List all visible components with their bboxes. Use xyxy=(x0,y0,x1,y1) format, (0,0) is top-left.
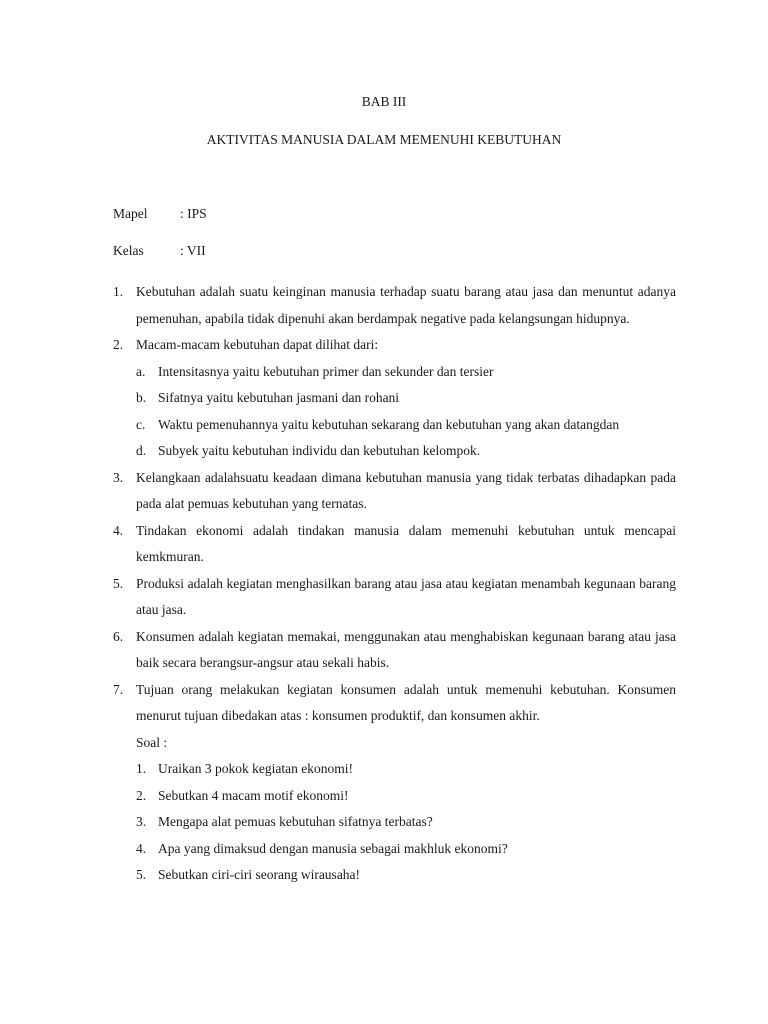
question-item xyxy=(136,756,676,783)
sub-item-text: Sifatnya yaitu kebutuhan jasmani dan rohani xyxy=(158,390,400,405)
question-item xyxy=(136,862,676,889)
question-text: Sebutkan 4 macam motif ekonomi! xyxy=(158,787,349,803)
question-number: 4. xyxy=(136,840,147,856)
list-item xyxy=(113,518,676,571)
item-number: 2. xyxy=(113,337,124,352)
item-text: Kebutuhan adalah suatu keinginan manusia terhadap suatu barang atau jasa dan menuntut adanya pemenuhan, apabila tidak dipenuhi akan berdampak negative pada kelangsungan hidupnya. xyxy=(136,284,676,326)
soal-label: Soal : xyxy=(136,734,168,750)
question-item xyxy=(136,809,676,836)
sub-item-letter: c. xyxy=(136,416,146,432)
item-number: 7. xyxy=(113,681,124,697)
item-text: Tindakan ekonomi adalah tindakan manusia dalam memenuhi kebutuhan untuk mencapai kemkmuran. xyxy=(136,522,676,564)
sub-list-item xyxy=(136,359,676,386)
sub-item-text: Waktu pemenuhannya yaitu kebutuhan sekarang dan kebutuhan yang akan datangdan xyxy=(158,416,620,432)
item-text: Kelangkaan adalahsuatu keadaan dimana kebutuhan manusia yang tidak terbatas dihadapkan pada pada alat pemuas kebutuhan yang ternatas. xyxy=(136,469,676,511)
question-text: Uraikan 3 pokok kegiatan ekonomi! xyxy=(158,761,353,776)
question-item xyxy=(136,836,676,863)
chapter-heading: BAB III xyxy=(361,94,407,109)
question-number: 1. xyxy=(136,761,147,776)
sub-list xyxy=(136,359,676,465)
sub-list-item xyxy=(136,438,676,465)
sub-item-text: Intensitasnya yaitu kebutuhan primer dan sekunder dan tersier xyxy=(158,363,494,379)
kelas-label: Kelas xyxy=(113,243,144,258)
question-text: Apa yang dimaksud dengan manusia sebagai makhluk ekonomi? xyxy=(158,840,508,856)
meta-mapel xyxy=(113,206,207,222)
question-text: Mengapa alat pemuas kebutuhan sifatnya terbatas? xyxy=(158,814,433,829)
list-item xyxy=(113,571,676,624)
content-list xyxy=(113,279,676,889)
mapel-label: Mapel xyxy=(113,206,148,221)
kelas-value: : VII xyxy=(180,243,206,258)
sub-list-item xyxy=(136,385,676,412)
item-number: 4. xyxy=(113,522,124,538)
item-text: Produksi adalah kegiatan menghasilkan barang atau jasa atau kegiatan menambah kegunaan barang atau jasa. xyxy=(136,575,676,617)
page-title: AKTIVITAS MANUSIA DALAM MEMENUHI KEBUTUHAN xyxy=(206,132,562,147)
item-number: 1. xyxy=(113,284,124,299)
item-number: 3. xyxy=(113,469,124,485)
item-text: Konsumen adalah kegiatan memakai, menggunakan atau menghabiskan kegunaan barang atau jasa baik secara berangsur-angsur atau sekali habis. xyxy=(136,628,676,670)
question-number: 2. xyxy=(136,787,147,803)
sub-list-item xyxy=(136,412,676,439)
list-item xyxy=(113,332,676,465)
list-item xyxy=(113,624,676,677)
sub-item-letter: d. xyxy=(136,443,147,458)
sub-item-letter: a. xyxy=(136,363,146,379)
question-number: 3. xyxy=(136,814,147,829)
list-item xyxy=(113,677,676,889)
sub-item-letter: b. xyxy=(136,390,147,405)
item-text: Tujuan orang melakukan kegiatan konsumen adalah untuk memenuhi kebutuhan. Konsumen menurut tujuan dibedakan atas : konsumen produktif, dan konsumen akhir. xyxy=(136,681,676,723)
list-item xyxy=(113,465,676,518)
list-item xyxy=(113,279,676,332)
question-list xyxy=(136,756,676,889)
question-item xyxy=(136,783,676,810)
item-number: 6. xyxy=(113,628,124,644)
question-text: Sebutkan ciri-ciri seorang wirausaha! xyxy=(158,867,361,882)
meta-kelas xyxy=(113,243,206,259)
item-text: Macam-macam kebutuhan dapat dilihat dari: xyxy=(136,337,379,352)
sub-item-text: Subyek yaitu kebutuhan individu dan kebutuhan kelompok. xyxy=(158,443,481,458)
question-number: 5. xyxy=(136,867,147,882)
mapel-value: : IPS xyxy=(180,206,207,221)
item-number: 5. xyxy=(113,575,124,591)
